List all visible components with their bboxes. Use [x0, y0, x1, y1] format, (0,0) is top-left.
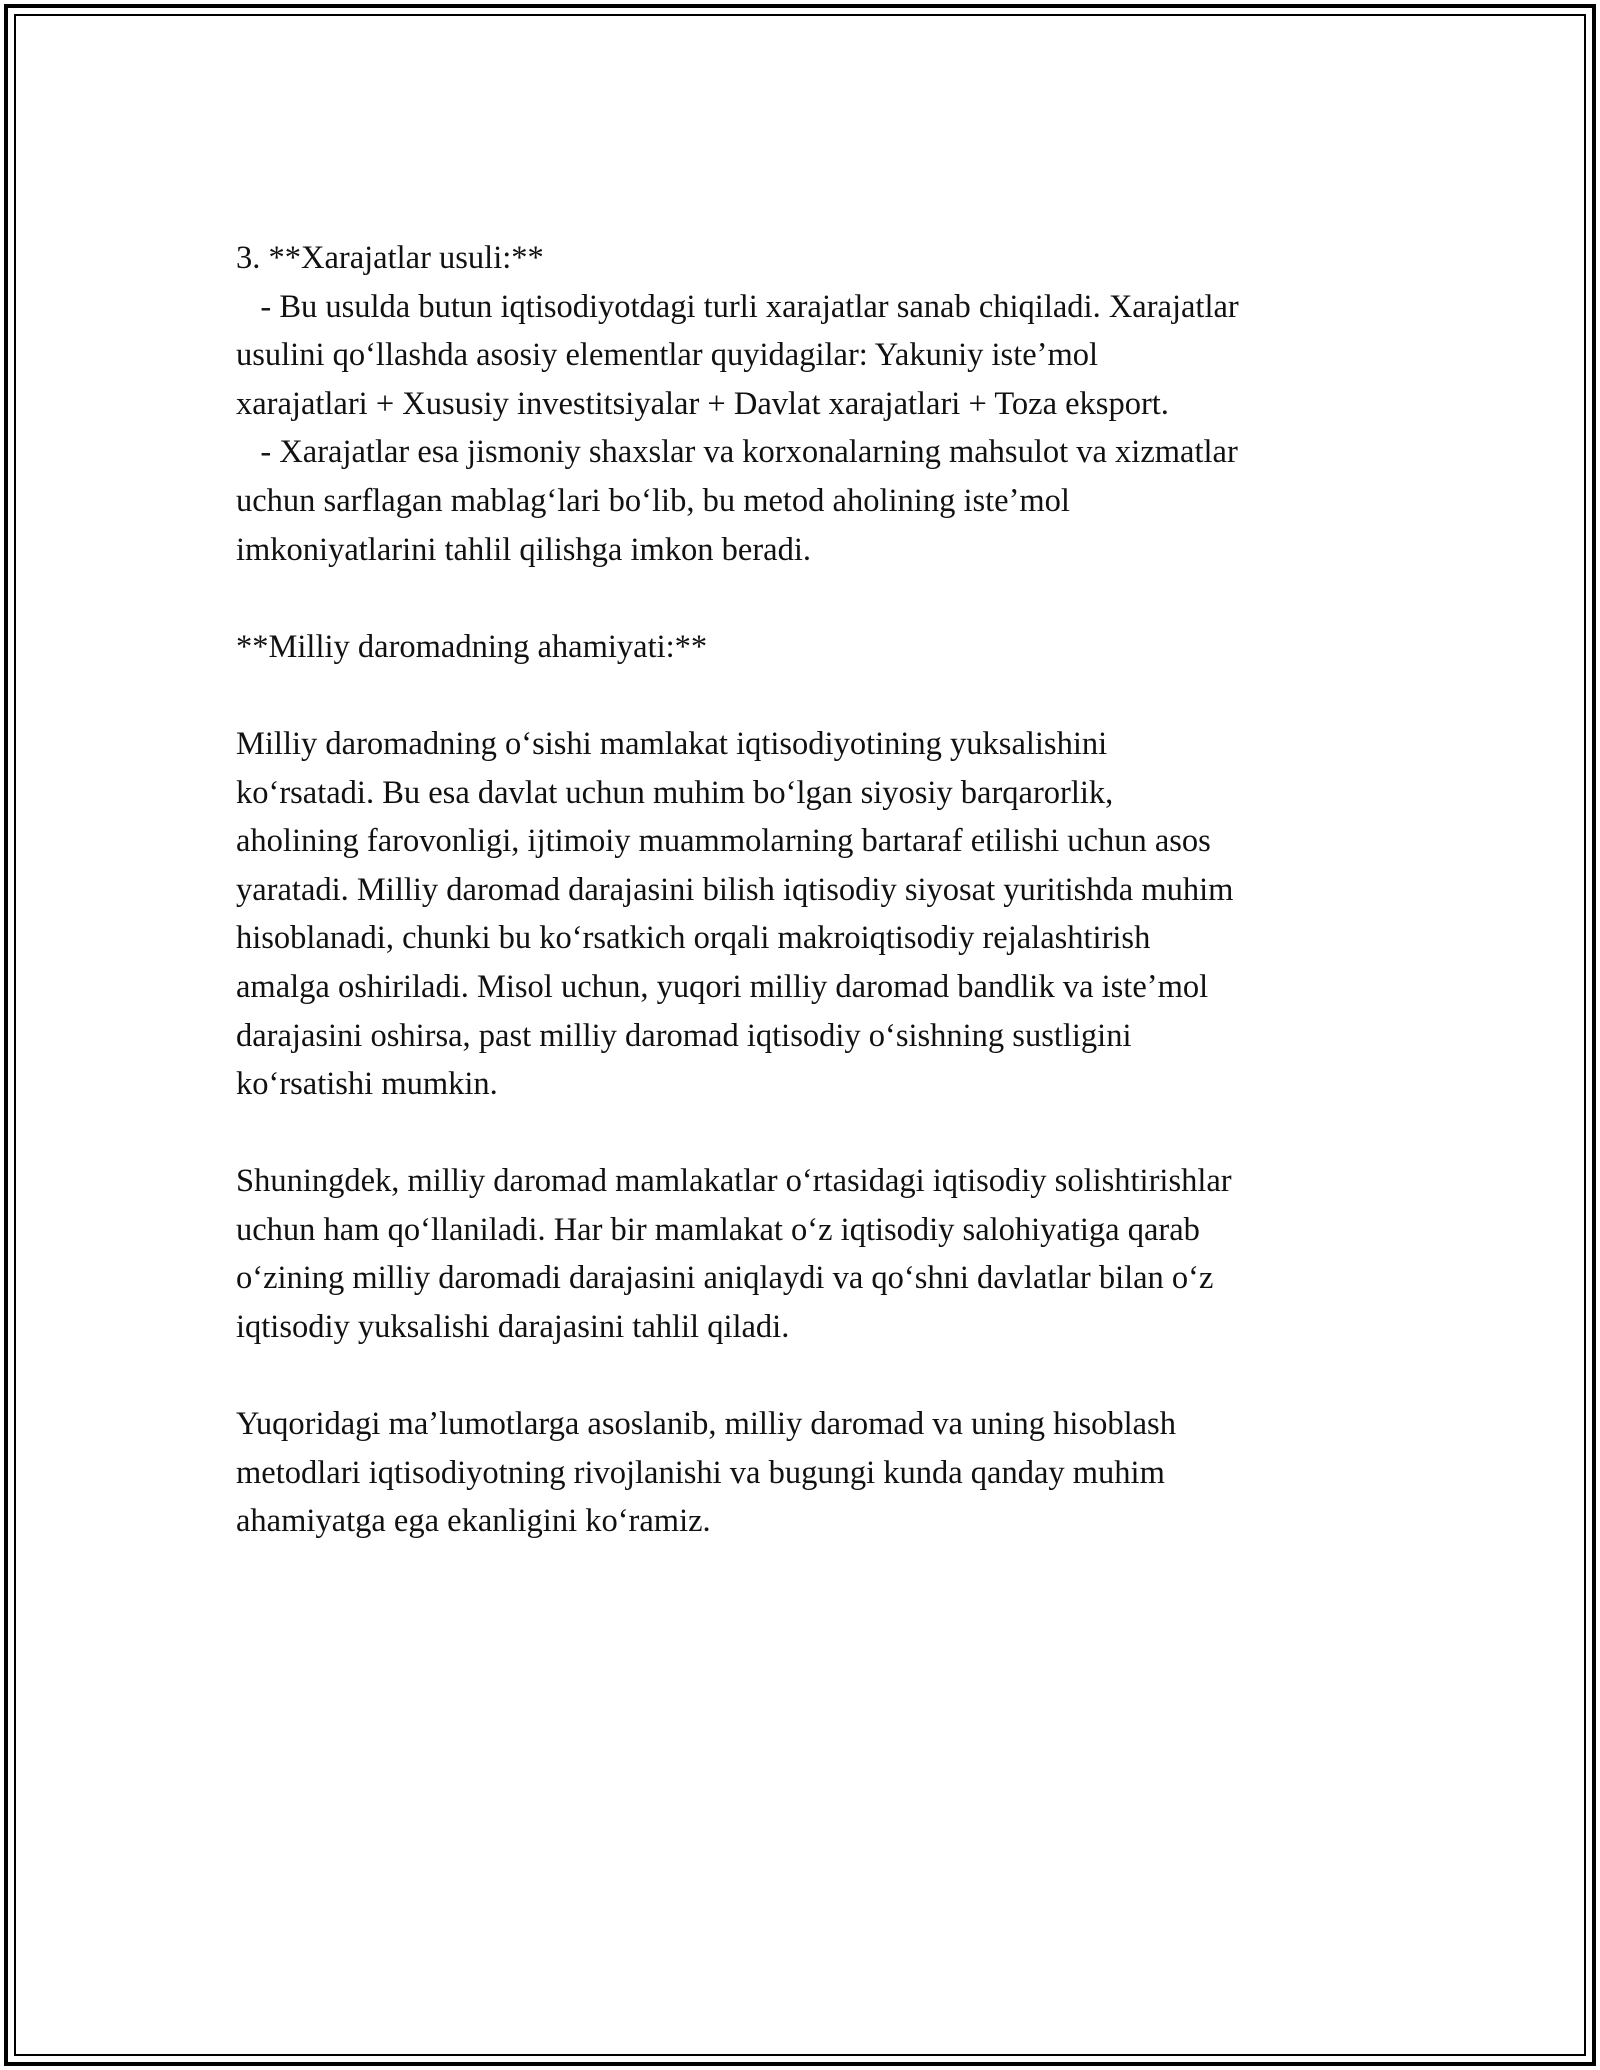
paragraph: [236, 1400, 1416, 1546]
text-line: hisoblanadi, chunki bu koʻrsatkich orqali makroiqtisodiy rejalashtirish: [236, 920, 1151, 957]
paragraph-spacer: [236, 1352, 1416, 1401]
bullet-item: [236, 283, 1416, 429]
text-line: amalga oshiriladi. Misol uchun, yuqori milliy daromad bandlik va isteʼmol: [236, 968, 1209, 1005]
text-line: koʻrsatishi mumkin.: [236, 1066, 498, 1103]
text-line: metodlari iqtisodiyotning rivojlanishi va bugungi kunda qanday muhim: [236, 1454, 1165, 1491]
section-heading: [236, 234, 1416, 283]
text-line: uchun sarflagan mablagʻlari boʻlib, bu metod aholining isteʼmol: [236, 482, 1070, 519]
text-line: Yuqoridagi maʼlumotlarga asoslanib, milliy daromad va uning hisoblash: [236, 1406, 1176, 1443]
text-line: imkoniyatlarini tahlil qilishga imkon beradi.: [236, 531, 811, 568]
text-line: - Bu usulda butun iqtisodiyotdagi turli xarajatlar sanab chiqiladi. Xarajatlar: [236, 288, 1239, 325]
paragraph: [236, 1157, 1416, 1351]
paragraph-spacer: [236, 671, 1416, 720]
text-line: iqtisodiy yuksalishi darajasini tahlil qiladi.: [236, 1309, 790, 1346]
text-line: Milliy daromadning oʻsishi mamlakat iqtisodiyotining yuksalishini: [236, 725, 1108, 762]
text-line: - Xarajatlar esa jismoniy shaxslar va korxonalarning mahsulot va xizmatlar: [236, 434, 1238, 471]
paragraph: [236, 720, 1416, 1109]
text-line: usulini qoʻllashda asosiy elementlar quyidagilar: Yakuniy isteʼmol: [236, 337, 1099, 374]
text-line: xarajatlari + Xususiy investitsiyalar + Davlat xarajatlari + Toza eksport.: [236, 385, 1169, 422]
text-line: koʻrsatadi. Bu esa davlat uchun muhim boʻlgan siyosiy barqarorlik,: [236, 774, 1114, 811]
section-heading-text: 3. **Xarajatlar usuli:**: [236, 240, 544, 276]
text-line: yaratadi. Milliy daromad darajasini bilish iqtisodiy siyosat yuritishda muhim: [236, 871, 1234, 908]
text-line: darajasini oshirsa, past milliy daromad iqtisodiy oʻsishning sustligini: [236, 1017, 1132, 1054]
text-line: oʻzining milliy daromadi darajasini aniqlaydi va qoʻshni davlatlar bilan oʻz: [236, 1260, 1214, 1297]
bullet-item: [236, 428, 1416, 574]
text-line: Shuningdek, milliy daromad mamlakatlar oʻrtasidagi iqtisodiy solishtirishlar: [236, 1163, 1232, 1200]
text-line: ahamiyatga ega ekanligini koʻramiz.: [236, 1503, 711, 1540]
importance-heading: [236, 623, 1416, 672]
importance-heading-text: **Milliy daromadning ahamiyati:**: [236, 628, 708, 665]
paragraph-spacer: [236, 574, 1416, 623]
text-line: uchun ham qoʻllaniladi. Har bir mamlakat oʻz iqtisodiy salohiyatiga qarab: [236, 1211, 1200, 1248]
text-line: aholining farovonligi, ijtimoiy muammolarning bartaraf etilishi uchun asos: [236, 823, 1211, 860]
paragraph-spacer: [236, 1109, 1416, 1158]
document-body: [236, 234, 1416, 1546]
